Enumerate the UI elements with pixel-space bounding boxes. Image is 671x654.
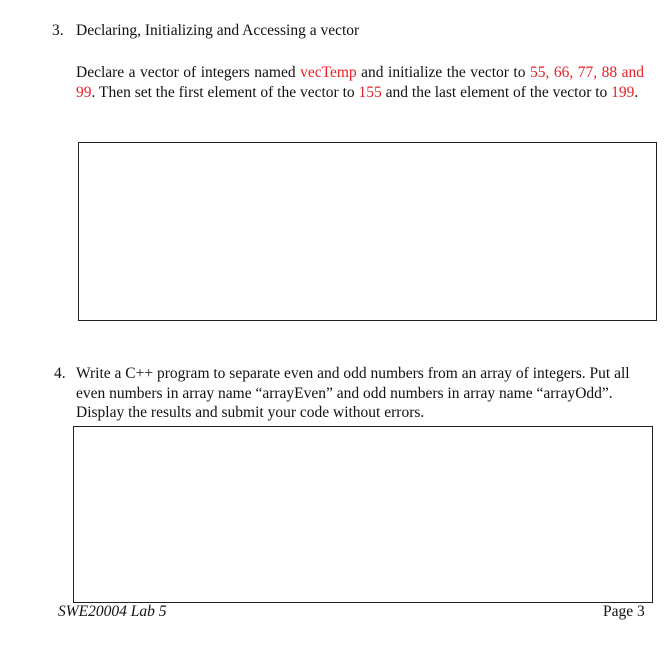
question-3-instructions [76,63,644,102]
question-4 [54,364,639,423]
q3-text-5: . [634,83,639,101]
question-3-title: Declaring, Initializing and Accessing a vector [76,22,360,39]
q3-text-2: and initialize the vector to [356,64,530,81]
question-4-text: Write a C++ program to separate even and odd numbers from an array of integers. Put all even numbers in array name “arrayEven” and odd numbers in array name “arrayOdd”. Display the results and submit your code without errors. [76,365,630,421]
footer-course-lab: SWE20004 Lab 5 [58,603,167,620]
q3-text-3: . Then set the first element of the vector to [91,83,359,101]
vector-name: vecTemp [300,64,357,81]
initial-values: 55, 66, 77, 88 and 99 [76,64,644,101]
question-3-answer-box[interactable] [78,142,657,321]
q3-text-4: and the last element of the vector to [381,83,612,101]
first-element-value: 155 [358,83,382,101]
question-4-number: 4. [54,365,66,382]
question-3-number: 3. [52,22,64,39]
footer-page-number: Page 3 [603,603,645,620]
question-4-answer-box[interactable] [73,426,653,603]
question-3-heading [52,22,359,40]
q3-text-1: Declare a vector of integers named [76,64,301,81]
last-element-value: 199 [611,83,635,101]
